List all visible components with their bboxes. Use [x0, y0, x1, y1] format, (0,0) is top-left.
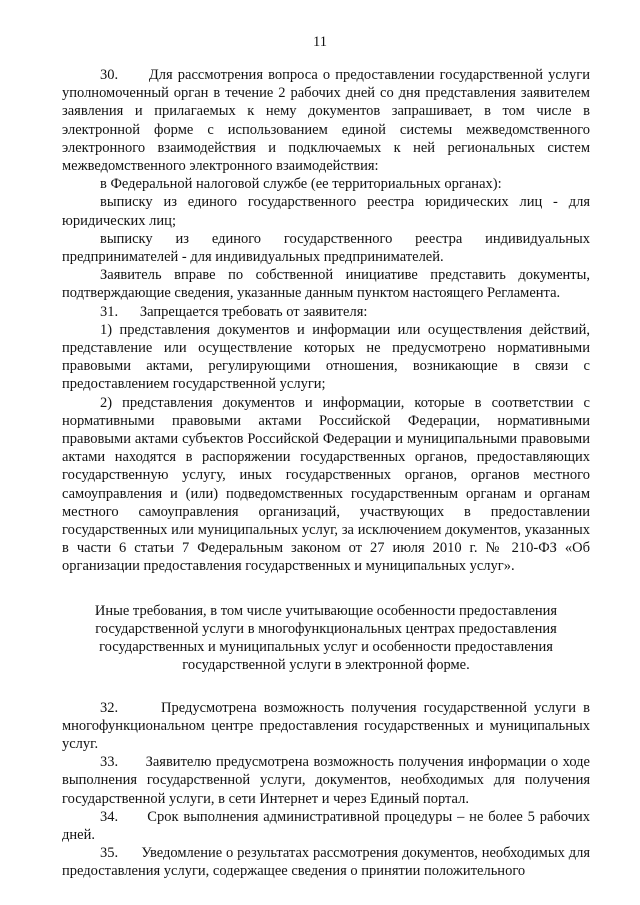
section-heading: Иные требования, в том числе учитывающие особенности предоставления государственной услуги в многофункциональных центрах предоставления государственных и муниципальных услуг и особенности предоставления государственной услуги в электронной форме.	[94, 602, 558, 674]
page-number: 11	[313, 34, 327, 50]
paragraph-31-item-1: 1) представления документов и информации или осуществления действий, представление или осуществление которых не предусмотрено нормативными правовыми актами, регулирующими отношения, возникающие в связи с предоставлением государственной услуги;	[62, 321, 590, 393]
paragraph-34: 34. Срок выполнения административной процедуры – не более 5 рабочих дней.	[62, 808, 590, 843]
paragraph-32: 32. Предусмотрена возможность получения государственной услуги в многофункциональном центре предоставления государственных и муниципальных услуг.	[62, 699, 590, 752]
paragraph-applicant-initiative: Заявитель вправе по собственной инициативе представить документы, подтверждающие сведения, указанные данным пунктом настоящего Регламента.	[62, 267, 590, 302]
paragraph-entrepreneurs-extract: выписку из единого государственного реестра индивидуальных предпринимателей - для индивидуальных предпринимателей.	[62, 230, 590, 266]
paragraph-31-item-2: 2) представления документов и информации, которые в соответствии с нормативными правовыми актами Российской Федерации, нормативными правовыми актами субъектов Российской Федерации и муниципальными правовыми актами находятся в распоряжении государственных органов, предоставляющих государственную услугу, иных государственных органов, органов местного самоуправления и (или) подведомственных государственным органам и органам местного самоуправления организаций, участвующих в предоставлении государственных или муниципальных услуг, за исключением документов, указанных в части 6 статьи 7 Федеральным законом от 27 июля 2010 г. № 210-ФЗ «Об организации предоставления государственных и муниципальных услуг».	[62, 394, 590, 575]
page-content	[62, 66, 590, 881]
paragraph-33: 33. Заявителю предусмотрена возможность получения информации о ходе выполнения государственной услуги, документов, необходимых для получения государственной услуги, в сети Интернет и через Единый портал.	[62, 754, 590, 807]
paragraph-legal-entities-extract: выписку из единого государственного реестра юридических лиц - для юридических лиц;	[62, 194, 590, 229]
paragraph-30: 30. Для рассмотрения вопроса о предоставлении государственной услуги уполномоченный орган в течение 2 рабочих дней со дня представления заявителем заявления и прилагаемых к нему документов запрашивает, в том числе в электронной форме с использованием единой системы межведомственного электронного взаимодействия и подключаемых к ней региональных систем межведомственного электронного взаимодействия:	[62, 67, 590, 175]
paragraph-31: 31. Запрещается требовать от заявителя:	[100, 303, 368, 320]
paragraph-35: 35. Уведомление о результатах рассмотрения документов, необходимых для предоставления услуги, содержащее сведения о принятии положительного	[62, 845, 590, 880]
paragraph-tax-service: в Федеральной налоговой службе (ее территориальных органах):	[100, 176, 502, 193]
